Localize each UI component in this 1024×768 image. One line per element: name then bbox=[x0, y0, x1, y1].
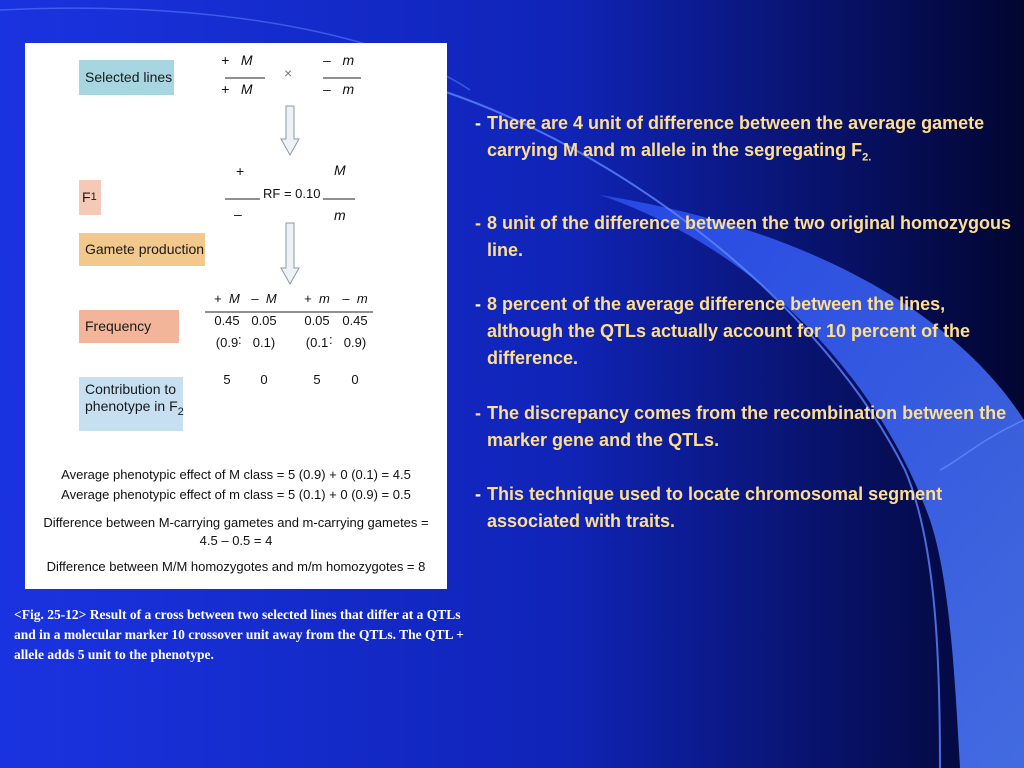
gamete-col-2: – M 0.05 0.1) 0 bbox=[251, 291, 277, 387]
gamete-col-3: + m 0.05 (0.1 5 bbox=[304, 291, 330, 387]
figure-caption: <Fig. 25-12> Result of a cross between two selected lines that differ at a QTLs and in a molecular marker 10 crossover unit away from the QTLs. The QTL + allele adds 5 unit to the phenotype. bbox=[14, 607, 464, 662]
bullet-5: - This technique used to locate chromosomal segment associated with traits. bbox=[475, 484, 943, 531]
f1-plus: + bbox=[236, 163, 245, 179]
genetics-figure bbox=[25, 43, 447, 589]
bullet-1: - There are 4 unit of difference between the average gamete carrying M and m allele in the segregating $F_{2.}$ bbox=[475, 113, 985, 164]
equation-gamete-difference-result: 4.5 – 0.5 = 4 bbox=[199, 533, 273, 548]
parent-left-bottom: + M bbox=[221, 81, 253, 97]
gamete-col-4: – m 0.45 0.9) 0 bbox=[342, 291, 368, 387]
contribution-label: Contribution to phenotype in $F_2$ bbox=[85, 381, 184, 418]
gamete-col-1: + M 0.45 (0.9 5 bbox=[214, 291, 240, 387]
equation-homozygote-difference: Difference between M/M homozygotes and m/m homozygotes = 8 bbox=[46, 559, 426, 574]
f1-m: m bbox=[334, 207, 346, 223]
selected-lines-label: Selected lines bbox=[85, 69, 173, 85]
rf-value: RF = 0.10 bbox=[260, 186, 323, 201]
equation-gamete-difference: Difference between M-carrying gametes and m-carrying gametes = bbox=[43, 515, 429, 530]
f1-minus: – bbox=[234, 206, 242, 222]
frequency-label: Frequency bbox=[85, 318, 152, 334]
f1-label: F 1 bbox=[82, 189, 97, 205]
parent-right-top: – m bbox=[323, 52, 355, 68]
bullet-4: - The discrepancy comes from the recombination between the marker gene and the QTLs. bbox=[475, 403, 1007, 450]
equation-M-class: Average phenotypic effect of M class = 5 (0.9) + 0 (0.1) = 4.5 bbox=[61, 467, 411, 482]
down-arrow-1 bbox=[281, 106, 299, 155]
bullet-2: - 8 unit of the difference between the two original homozygous line. bbox=[475, 213, 1012, 260]
parent-left-top: + M bbox=[221, 52, 253, 68]
gamete-production-label: Gamete production bbox=[85, 241, 205, 257]
cross-symbol: × bbox=[284, 65, 293, 81]
ratio-sep-1: : bbox=[238, 332, 242, 347]
parent-right-bottom: – m bbox=[323, 81, 355, 97]
down-arrow-2 bbox=[281, 223, 299, 284]
equation-m-class: Average phenotypic effect of m class = 5 (0.1) + 0 (0.9) = 0.5 bbox=[61, 487, 411, 502]
f1-M: M bbox=[334, 162, 346, 178]
bullet-3: - 8 percent of the average difference between the lines, although the QTLs actually account for 10 percent of the difference. bbox=[475, 294, 971, 368]
ratio-sep-2: : bbox=[329, 332, 333, 347]
